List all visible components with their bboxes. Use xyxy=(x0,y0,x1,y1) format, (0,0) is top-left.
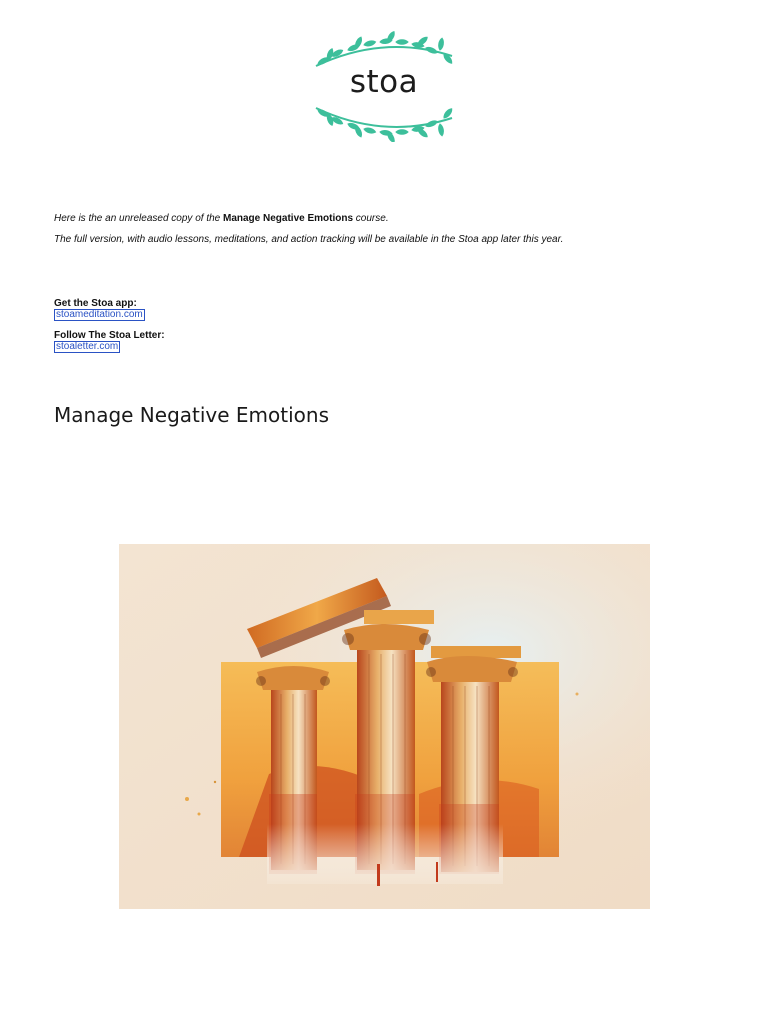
intro-text xyxy=(54,213,744,245)
letter-link[interactable]: stoaletter.com xyxy=(56,341,119,352)
hero-image xyxy=(119,544,650,909)
app-link[interactable]: stoameditation.com xyxy=(56,309,143,320)
stoa-logo xyxy=(308,30,460,142)
intro-line-1-prefix: Here is the an unreleased copy of the xyxy=(54,213,223,224)
logo-wordmark: stoa xyxy=(349,64,419,100)
intro-course-name: Manage Negative Emotions xyxy=(223,213,354,224)
letter-link-label: Follow The Stoa Letter: xyxy=(54,330,165,341)
intro-line-1 xyxy=(54,213,744,224)
document-title: Manage Negative Emotions xyxy=(54,403,329,427)
letter-link-block xyxy=(54,330,165,353)
app-link-label: Get the Stoa app: xyxy=(54,298,137,309)
intro-line-2: The full version, with audio lessons, meditations, and action tracking will be available in the Stoa app later this year. xyxy=(54,234,564,245)
intro-line-1-suffix: course. xyxy=(353,213,389,224)
greek-columns-illustration xyxy=(119,544,650,909)
app-link-block xyxy=(54,298,165,321)
links-section xyxy=(54,298,165,362)
